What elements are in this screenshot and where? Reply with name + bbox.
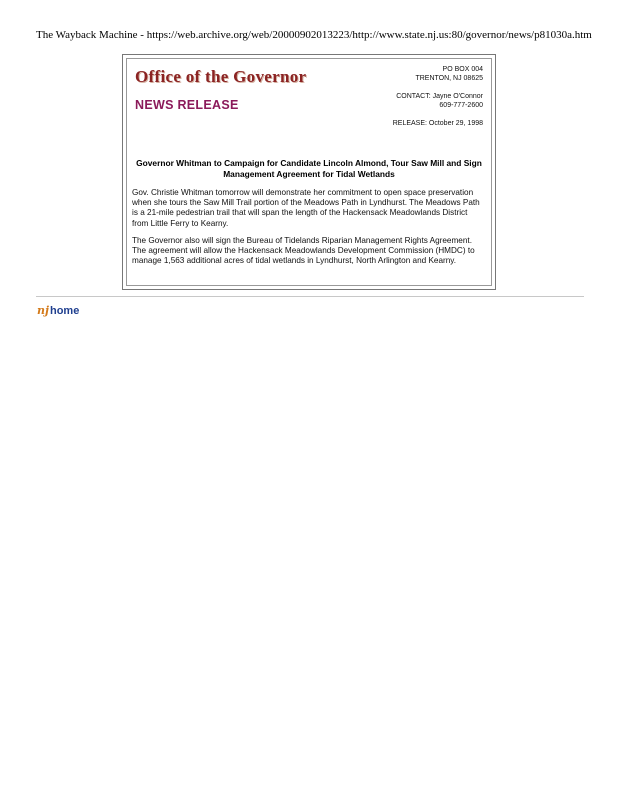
headline: Governor Whitman to Campaign for Candidate Lincoln Almond, Tour Saw Mill and Sign Management Agreement for Tidal Wetlands (136, 158, 482, 179)
divider (36, 296, 584, 297)
archive-header: The Wayback Machine - https://web.archive.org/web/20000902013223/http://www.state.nj.us:80/governor/news/p81030a.htm (36, 29, 592, 41)
release-date: RELEASE: October 29, 1998 (392, 120, 483, 127)
contact-phone: 609-777-2600 (439, 102, 483, 109)
home-label: home (49, 305, 80, 317)
nj-home-link[interactable] (37, 304, 79, 317)
nj-logo-icon: nj (37, 304, 49, 317)
contact-block (393, 65, 483, 128)
news-release-frame (122, 54, 496, 290)
news-release-label: NEWS RELEASE (135, 98, 239, 112)
po-box: PO BOX 004 (442, 66, 483, 73)
news-release-inner-border (126, 58, 492, 286)
contact-name: CONTACT: Jayne O'Connor (396, 93, 483, 100)
office-title: Office of the Governor (135, 67, 307, 86)
paragraph-2: The Governor also will sign the Bureau of Tidelands Riparian Management Rights Agreement. The agreement will allow the Hackensack Meadowlands Development Commission (HMDC) to manage 1,563 additional acres of tidal wetlands in Lyndhurst, North Arlington and Kearny. (132, 236, 475, 266)
city-zip: TRENTON, NJ 08625 (415, 75, 483, 82)
paragraph-1: Gov. Christie Whitman tomorrow will demonstrate her commitment to open space preservation when she tours the Saw Mill Trail portion of the Meadows Path in Lyndhurst. The Meadows Path is a 21-mile pedestrian trail that will span the length of the Hackensack Meadowlands District from Little Ferry to Kearny. (132, 188, 480, 228)
